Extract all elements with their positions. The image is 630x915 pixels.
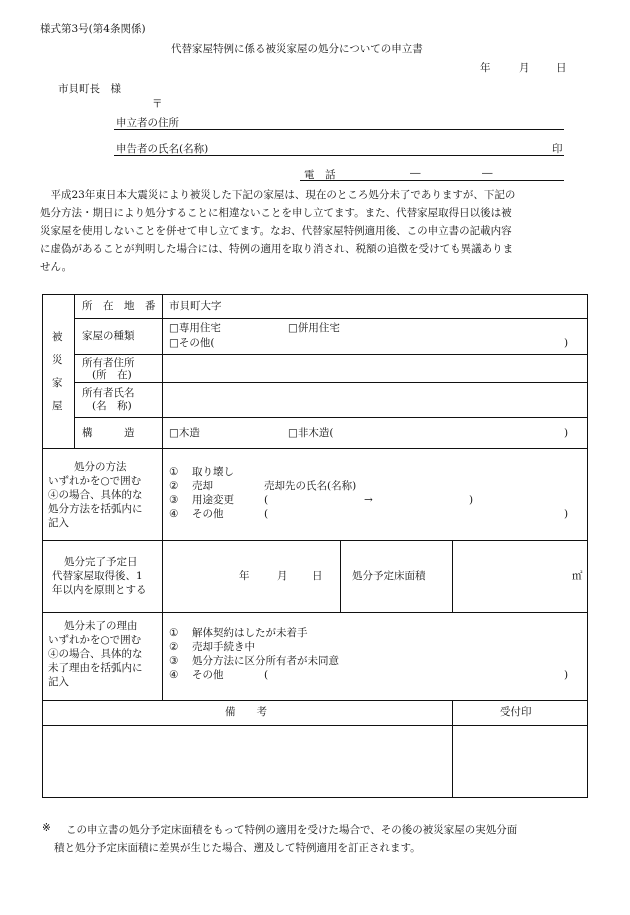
structure-option-nonwood[interactable]: □非木造(: [288, 427, 334, 439]
address-line: [114, 129, 564, 130]
reason-num-1: ①: [169, 627, 179, 639]
address-label: 申立者の住所: [116, 117, 179, 129]
reason-option-unagreed[interactable]: 処分方法に区分所有者が未同意: [192, 655, 339, 667]
remarks-label: 備 考: [225, 706, 267, 718]
reason-label-2: いずれかを○で囲む: [48, 634, 142, 646]
location-label: 所 在 地 番: [82, 300, 156, 312]
group-label-3: 家: [52, 377, 63, 389]
reason-other-open: (: [264, 669, 269, 681]
owner-address-field[interactable]: [169, 362, 579, 376]
type-option-other[interactable]: □その他(: [169, 337, 215, 349]
location-value: 市貝町大字: [169, 300, 222, 312]
owner-name-sub: (名 称): [92, 400, 132, 412]
group-label-2: 災: [52, 354, 63, 366]
due-label-1: 処分完了予定日: [64, 556, 138, 568]
date-year: 年: [480, 62, 491, 74]
method-option-conversion[interactable]: 用途変更: [192, 494, 234, 506]
body-line-5: せん。: [40, 261, 73, 273]
area-label: 処分予定床面積: [352, 570, 426, 582]
date-month: 月: [519, 62, 530, 74]
type-option-exclusive[interactable]: □専用住宅: [169, 322, 221, 334]
method-conversion-close: ): [469, 494, 474, 506]
phone-label: 電 話: [304, 169, 336, 181]
type-option-mixed[interactable]: □併用住宅: [288, 322, 340, 334]
reason-label-1: 処分未了の理由: [64, 620, 138, 632]
structure-label: 構 造: [82, 427, 135, 439]
reason-label-5: 記入: [48, 676, 69, 688]
body-line-1: 平成23年東日本大震災により被災した下記の家屋は、現在のところ処分未了でありますが、下記の: [40, 189, 516, 201]
reason-option-other[interactable]: その他: [192, 669, 224, 681]
reason-num-4: ④: [169, 669, 179, 681]
due-day[interactable]: 日: [312, 570, 323, 582]
method-num-1: ①: [169, 466, 179, 478]
page-title: 代替家屋特例に係る被災家屋の処分についての申立書: [171, 43, 423, 55]
method-label-5: 記入: [48, 517, 69, 529]
method-option-sale[interactable]: 売却: [192, 480, 213, 492]
reception-label: 受付印: [500, 706, 532, 718]
method-num-4: ④: [169, 508, 179, 520]
date-day: 日: [556, 62, 567, 74]
due-label-3: 年以内を原則とする: [52, 584, 147, 596]
note-line-1: この申立書の処分予定床面積をもって特例の適用を受けた場合で、その後の被災家屋の実処分面: [66, 824, 518, 836]
due-year[interactable]: 年: [239, 570, 250, 582]
reason-label-4: 未了理由を括弧内に: [48, 662, 143, 674]
declaration-table: [42, 294, 588, 798]
method-label-1: 処分の方法: [74, 461, 127, 473]
area-unit: ㎡: [572, 570, 583, 582]
body-line-4: に虚偽があることが判明した場合には、特例の適用を取り消され、税額の追徴を受けても異議ありま: [40, 243, 514, 255]
phone-line: [300, 180, 564, 181]
phone-dash-2: ―: [482, 167, 493, 179]
method-buyer-label: 売却先の氏名(名称): [264, 480, 357, 492]
reason-label-3: ④の場合、具体的な: [48, 648, 143, 660]
method-option-other[interactable]: その他: [192, 508, 224, 520]
body-line-2: 処分方法・期日により処分することに相違ないことを申し立てます。また、代替家屋取得日以後は被: [40, 207, 512, 219]
method-label-4: 処分方法を括弧内に: [48, 503, 143, 515]
reason-num-3: ③: [169, 655, 179, 667]
method-option-demolish[interactable]: 取り壊し: [192, 466, 234, 478]
phone-dash-1: ―: [410, 167, 421, 179]
owner-name-field[interactable]: [169, 393, 579, 407]
arrow-icon: →: [364, 494, 373, 506]
method-conversion-open: (: [264, 494, 269, 506]
note-line-2: 積と処分予定床面積に差異が生じた場合、遡及して特例適用を訂正されます。: [54, 842, 421, 854]
addressee: 市貝町長 様: [58, 83, 121, 95]
due-label-2: 代替家屋取得後、1: [52, 570, 143, 582]
structure-close: ): [564, 427, 569, 439]
method-other-close: ): [564, 508, 569, 520]
seal-mark: 印: [552, 143, 563, 155]
reason-option-sale[interactable]: 売却手続き中: [192, 641, 255, 653]
reason-option-demolition[interactable]: 解体契約はしたが未着手: [192, 627, 308, 639]
due-month[interactable]: 月: [277, 570, 288, 582]
method-label-3: ④の場合、具体的な: [48, 489, 143, 501]
body-line-3: 災家屋を使用しないことを併せて申し立てます。なお、代替家屋特例適用後、この申立書の記載内容: [40, 225, 512, 237]
structure-option-wood[interactable]: □木造: [169, 427, 200, 439]
form-number: 様式第3号(第4条関係): [40, 23, 146, 35]
name-label: 申告者の氏名(名称): [116, 143, 209, 155]
owner-name-label: 所有者氏名: [82, 387, 135, 399]
reception-stamp-area: [456, 730, 582, 792]
group-label-4: 屋: [52, 400, 63, 412]
type-label: 家屋の種類: [82, 330, 135, 342]
remarks-field[interactable]: [46, 730, 446, 792]
reason-num-2: ②: [169, 641, 179, 653]
method-other-open: (: [264, 508, 269, 520]
postal-mark: 〒: [152, 98, 163, 110]
note-mark: ※: [42, 822, 51, 834]
owner-address-label: 所有者住所: [82, 357, 135, 369]
method-num-2: ②: [169, 480, 179, 492]
reason-other-close: ): [564, 669, 569, 681]
owner-address-sub: (所 在): [92, 369, 132, 381]
method-num-3: ③: [169, 494, 179, 506]
method-label-2: いずれかを○で囲む: [48, 475, 142, 487]
type-other-close: ): [564, 337, 569, 349]
group-label-1: 被: [52, 331, 63, 343]
name-line: [114, 155, 564, 156]
